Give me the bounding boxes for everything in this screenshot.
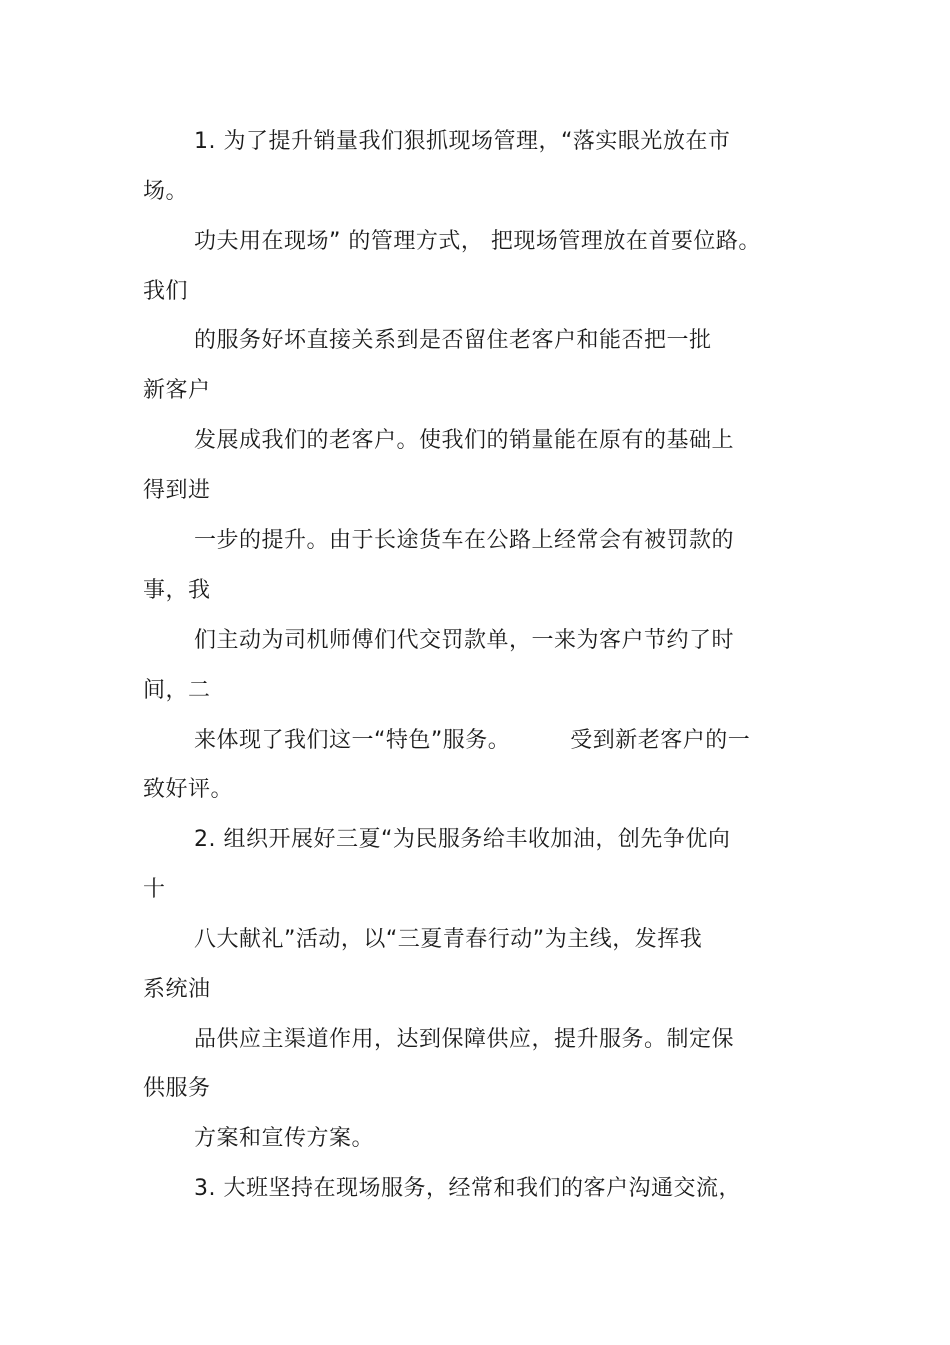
text-line: 发展成我们的老客户。使我们的销量能在原有的基础上 (194, 428, 735, 453)
text-line: 来体现了我们这一“特色”服务。 受到新老客户的一 (194, 728, 751, 753)
text-line: 致好评。 (143, 777, 234, 802)
text-line: 新客户 (143, 378, 211, 403)
text-line: 功夫用在现场” 的管理方式， 把现场管理放在首要位路。 (194, 229, 761, 254)
text-line: 品供应主渠道作用，达到保障供应，提升服务。制定保 (194, 1027, 735, 1052)
text-line: 1. 为了提升销量我们狠抓现场管理，“落实眼光放在市 (194, 129, 731, 154)
text-line: 间，二 (143, 678, 211, 703)
text-line: 一步的提升。由于长途货车在公路上经常会有被罚款的 (194, 528, 735, 553)
text-line: 得到进 (143, 478, 211, 503)
text-line: 十 (143, 877, 166, 902)
text-line: 们主动为司机师傅们代交罚款单，一来为客户节约了时 (194, 628, 735, 653)
text-line: 的服务好坏直接关系到是否留住老客户和能否把一批 (194, 328, 712, 353)
text-line: 八大献礼”活动，以“三夏青春行动”为主线，发挥我 (194, 927, 703, 952)
text-line: 3. 大班坚持在现场服务，经常和我们的客户沟通交流， (194, 1176, 741, 1201)
text-line: 系统油 (143, 977, 211, 1002)
text-line: 事，我 (143, 578, 211, 603)
text-line: 我们 (143, 279, 189, 304)
text-line: 场。 (143, 179, 189, 204)
text-line: 方案和宣传方案。 (194, 1126, 375, 1151)
text-line: 2. 组织开展好三夏“为民服务给丰收加油，创先争优向 (194, 827, 731, 852)
text-line: 供服务 (143, 1076, 211, 1101)
